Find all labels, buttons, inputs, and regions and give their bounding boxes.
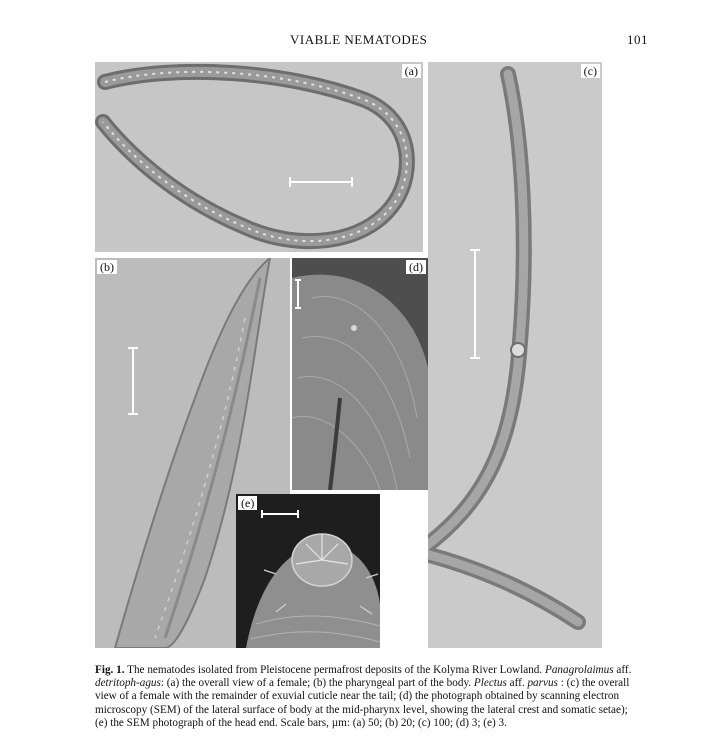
panel-a xyxy=(95,62,423,252)
panel-a-micrograph xyxy=(95,62,423,252)
caption-text-4: aff. xyxy=(506,677,528,690)
page-number: 101 xyxy=(627,32,648,47)
panel-a-label: (a) xyxy=(402,64,421,78)
caption-text-1: The nematodes isolated from Pleistocene permafrost deposits of the Kolyma River Lowland. xyxy=(124,664,545,676)
panel-c-micrograph xyxy=(428,62,602,648)
caption-epithet-parvus: parvus xyxy=(527,677,558,690)
panel-d xyxy=(292,258,428,490)
panel-c-label: (c) xyxy=(581,64,600,78)
caption-fig-label: Fig. 1. xyxy=(95,664,125,676)
panel-e-micrograph xyxy=(236,494,380,648)
figure-caption xyxy=(95,664,635,730)
running-title: VIABLE NEMATODES xyxy=(290,32,428,47)
caption-epithet-detritophagus: detritoph-agus xyxy=(95,677,161,690)
panel-e xyxy=(236,494,380,648)
panel-d-micrograph xyxy=(292,258,428,490)
panel-e-label: (e) xyxy=(238,496,257,510)
caption-taxon-panagrolaimus: Panagrolaimus xyxy=(545,664,614,676)
caption-taxon-plectus: Plectus xyxy=(473,677,507,690)
caption-text-3: : (a) the overall view of a female; (b) the pharyngeal part of the body. xyxy=(160,677,474,690)
panel-c xyxy=(428,62,602,648)
panel-d-label: (d) xyxy=(406,260,426,274)
panel-b-label: (b) xyxy=(97,260,117,274)
caption-text-2: aff. xyxy=(613,664,632,676)
caption-text-5: : (c) the overall view of a female with the remainder of exuvial cuticle near the tail; (d) the photograph obtained by scanning electron microscopy (SEM) of the lateral surface of body at the mid-pharynx level, showing the lateral crest and somatic setae); (e) the SEM photograph of the head end. Scale bars, µm: (a) 50; (b) 20; (c) 100; (d) 3; (e) 3. xyxy=(95,677,630,729)
